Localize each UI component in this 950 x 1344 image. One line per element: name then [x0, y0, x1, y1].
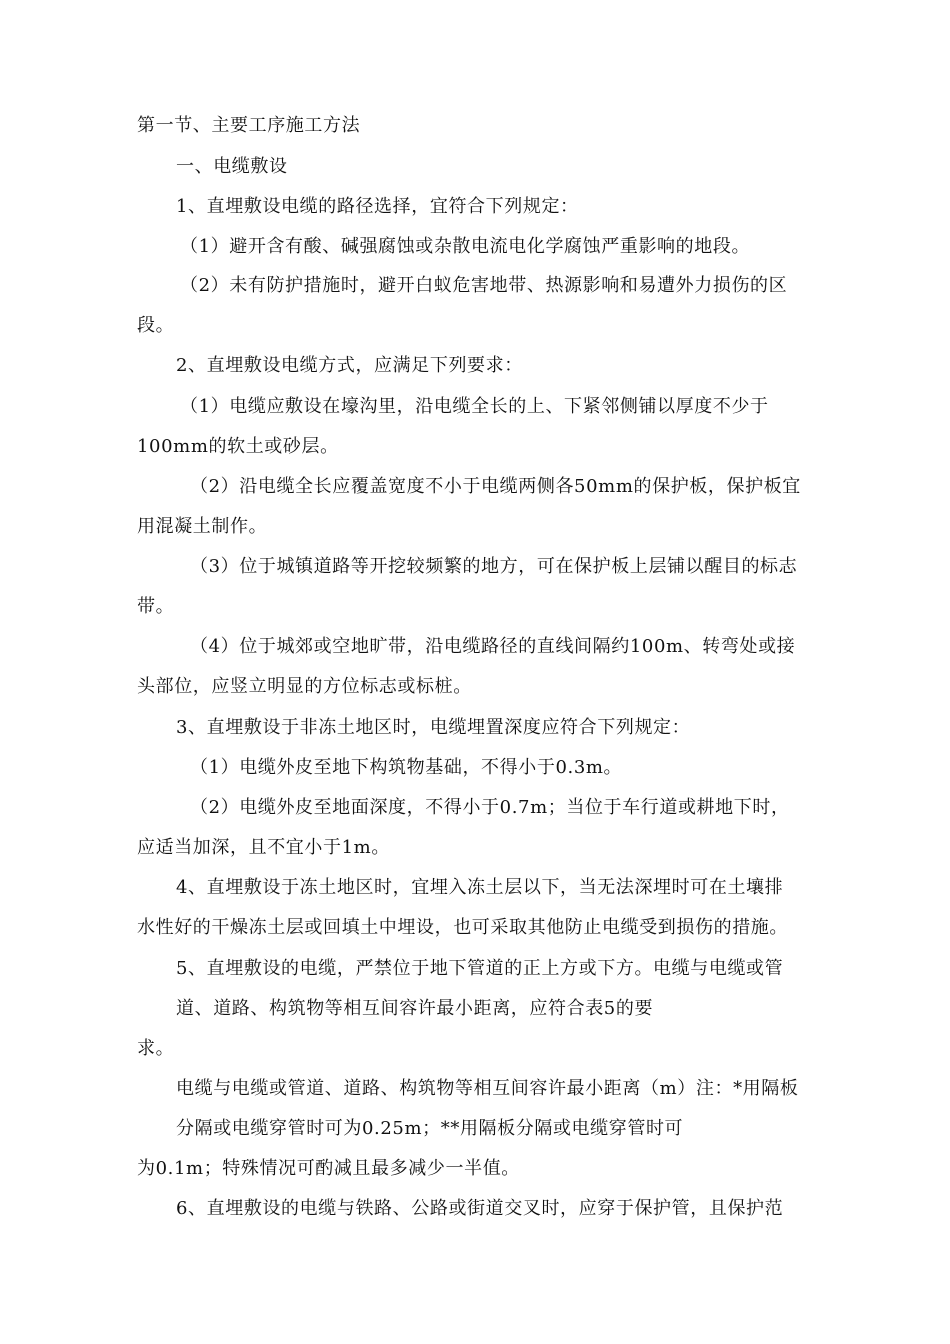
paragraph-line: 求。 [137, 1038, 175, 1059]
paragraph-line: （4）位于城郊或空地旷带，沿电缆路径的直线间隔约100m、转弯处或接 [190, 636, 796, 657]
paragraph-line: 用混凝土制作。 [137, 516, 268, 537]
paragraph-line: 5、直埋敷设的电缆，严禁位于地下管道的正上方或下方。电缆与电缆或管 [176, 958, 784, 979]
paragraph-line: 2、直埋敷设电缆方式，应满足下列要求： [176, 355, 523, 376]
paragraph-line: 6、直埋敷设的电缆与铁路、公路或街道交叉时，应穿于保护管，且保护范 [176, 1198, 784, 1219]
paragraph-line: 头部位，应竖立明显的方位标志或标桩。 [137, 676, 472, 697]
paragraph-line: （1）电缆应敷设在壕沟里，沿电缆全长的上、下紧邻侧铺以厚度不少于 [180, 396, 769, 417]
paragraph-line: 水性好的干燥冻土层或回填土中埋设，也可采取其他防止电缆受到损伤的措施。 [137, 917, 788, 938]
paragraph-line: （1）避开含有酸、碱强腐蚀或杂散电流电化学腐蚀严重影响的地段。 [180, 236, 751, 257]
table-caption-line: 为0.1m；特殊情况可酌减且最多减少一半值。 [137, 1158, 520, 1179]
paragraph-line: （2）电缆外皮至地面深度，不得小于0.7m；当位于车行道或耕地下时， [190, 797, 790, 818]
paragraph-line: （2）未有防护措施时，避开白蚁危害地带、热源影响和易遭外力损伤的区 [180, 275, 788, 296]
paragraph-line: 道、道路、构筑物等相互间容许最小距离，应符合表5的要 [176, 998, 654, 1019]
paragraph-line: 1、直埋敷设电缆的路径选择，宜符合下列规定： [176, 196, 579, 217]
section-title: 第一节、主要工序施工方法 [137, 115, 361, 136]
paragraph-line: 段。 [137, 315, 175, 336]
subsection-heading: 一、电缆敷设 [176, 156, 288, 177]
paragraph-line: （1）电缆外皮至地下构筑物基础，不得小于0.3m。 [190, 757, 623, 778]
table-caption-line: 分隔或电缆穿管时可为0.25m；**用隔板分隔或电缆穿管时可 [176, 1118, 684, 1139]
paragraph-line: 应适当加深，且不宜小于1m。 [137, 837, 390, 858]
paragraph-line: （2）沿电缆全长应覆盖宽度不小于电缆两侧各50mm的保护板，保护板宜 [190, 476, 801, 497]
paragraph-line: 4、直埋敷设于冻土地区时，宜埋入冻土层以下，当无法深埋时可在土壤排 [176, 877, 784, 898]
table-caption-line: 电缆与电缆或管道、道路、构筑物等相互间容许最小距离（m）注：*用隔板 [176, 1078, 799, 1099]
paragraph-line: 3、直埋敷设于非冻土地区时，电缆埋置深度应符合下列规定： [176, 717, 691, 738]
paragraph-line: （3）位于城镇道路等开挖较频繁的地方，可在保护板上层铺以醒目的标志 [190, 556, 798, 577]
paragraph-line: 100mm的软土或砂层。 [137, 436, 339, 457]
paragraph-line: 带。 [137, 596, 175, 617]
